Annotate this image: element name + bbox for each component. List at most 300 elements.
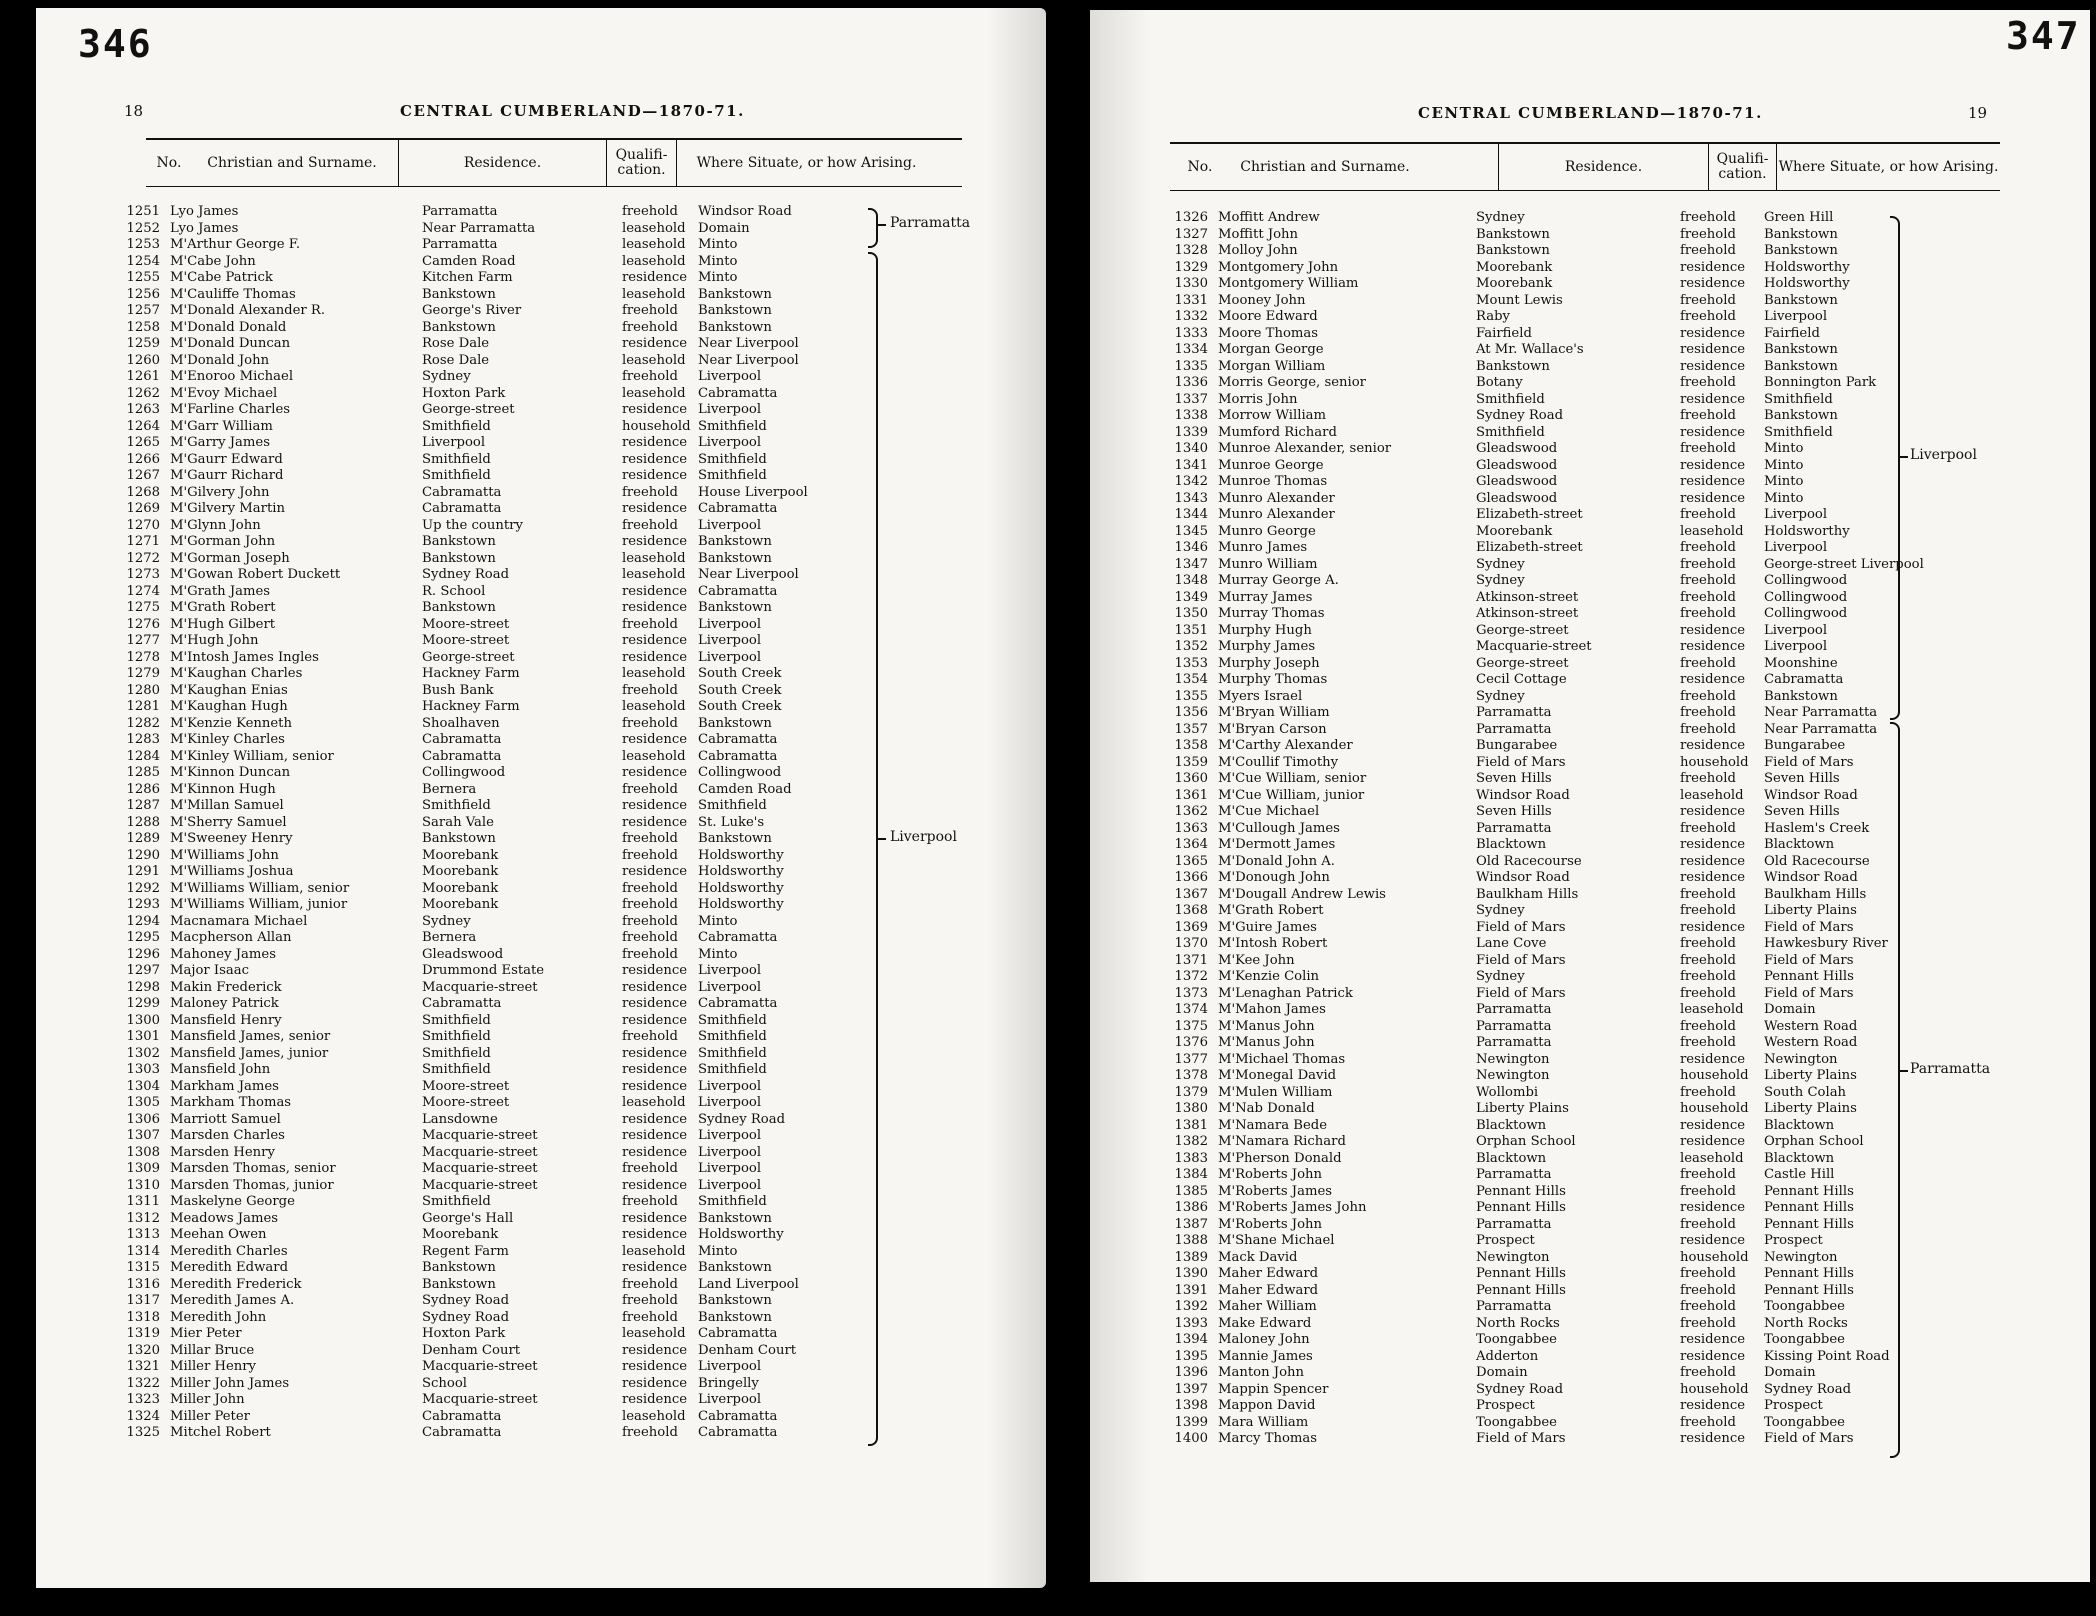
entry-residence: Bankstown (422, 1276, 496, 1292)
table-row (1150, 1200, 1970, 1217)
entry-residence: Collingwood (422, 765, 506, 780)
entry-residence: Lane Cove (1476, 936, 1547, 951)
entry-number: 1359 (1174, 754, 1208, 770)
entry-qualification: residence (622, 649, 688, 665)
entry-number: 1368 (1174, 903, 1208, 918)
entry-residence: Bankstown (422, 319, 496, 335)
entry-where: Bankstown (698, 1309, 772, 1325)
table-row (100, 1013, 900, 1030)
entry-name: Mara William (1218, 1414, 1309, 1430)
entry-residence: Sydney (422, 369, 471, 384)
entry-number: 1314 (126, 1243, 160, 1259)
entry-name: Moffitt Andrew (1218, 210, 1320, 225)
table-row (100, 468, 900, 485)
table-row (1150, 1250, 1970, 1267)
entry-name: M'Mulen William (1218, 1084, 1333, 1100)
header-residence: Residence. (398, 140, 606, 186)
entry-name: Miller Peter (170, 1408, 250, 1424)
entry-number: 1389 (1174, 1249, 1208, 1265)
entry-where: Liverpool (698, 1392, 762, 1407)
entry-number: 1274 (126, 583, 160, 599)
entry-where: Liverpool (698, 402, 762, 417)
entry-residence: Toongabbee (1476, 1414, 1557, 1430)
page-number: 18 (124, 102, 144, 120)
table-row (100, 798, 900, 815)
entry-number: 1367 (1174, 886, 1208, 902)
entry-number: 1355 (1174, 688, 1208, 704)
entry-number: 1259 (126, 336, 160, 351)
entry-where: Hawkesbury River (1764, 936, 1888, 951)
table-row (1150, 1365, 1970, 1382)
entry-residence: Sydney (1476, 210, 1525, 225)
entry-qualification: leasehold (1680, 523, 1744, 539)
entry-name: Meredith Charles (170, 1243, 288, 1259)
entry-where: Camden Road (698, 781, 792, 797)
entry-residence: Gleadswood (1476, 457, 1558, 473)
entry-qualification: residence (1680, 1117, 1746, 1133)
entry-residence: Pennant Hills (1476, 1183, 1566, 1199)
entry-where: Holdsworthy (698, 864, 784, 879)
entry-number: 1291 (126, 864, 160, 879)
entry-residence: Prospect (1476, 1233, 1535, 1248)
table-row (100, 947, 900, 964)
entry-number: 1346 (1174, 540, 1208, 555)
entry-where: Bankstown (1764, 292, 1838, 308)
table-row (100, 1145, 900, 1162)
entry-name: M'Gaurr Edward (170, 451, 283, 467)
entry-qualification: freehold (1680, 1282, 1736, 1298)
entry-number: 1303 (126, 1062, 160, 1077)
entry-qualification: freehold (622, 847, 678, 863)
entry-residence: Macquarie-street (422, 1144, 538, 1160)
entry-qualification: freehold (1680, 375, 1736, 390)
entry-residence: Sarah Vale (422, 814, 494, 830)
table-header (1170, 142, 2000, 191)
entry-where: Cabramatta (1764, 672, 1844, 687)
entry-qualification: residence (1680, 1348, 1746, 1364)
entry-number: 1258 (126, 319, 160, 335)
entry-number: 1301 (126, 1029, 160, 1044)
entry-qualification: residence (1680, 837, 1746, 852)
table-row (1150, 656, 1970, 673)
entry-qualification: freehold (622, 369, 678, 384)
table-row (100, 683, 900, 700)
entry-qualification: freehold (1680, 886, 1736, 902)
table-row (1150, 590, 1970, 607)
entry-number: 1342 (1174, 474, 1208, 489)
entry-where: Holdsworthy (698, 847, 784, 863)
entry-name: M'Cabe John (170, 253, 256, 269)
entry-name: M'Garry James (170, 435, 271, 450)
entry-number: 1357 (1174, 721, 1208, 737)
table-row (100, 435, 900, 452)
entry-qualification: freehold (1680, 540, 1736, 555)
header-name: Christian and Surname. (1240, 158, 1410, 175)
table-row (100, 336, 900, 353)
entry-number: 1347 (1174, 556, 1208, 572)
entry-number: 1329 (1174, 259, 1208, 275)
header-name: Christian and Surname. (207, 154, 377, 171)
entry-where: South Creek (698, 699, 782, 714)
table-row (1150, 1431, 1970, 1448)
entry-qualification: leasehold (1680, 1150, 1744, 1166)
entry-residence: Lansdowne (422, 1111, 498, 1127)
entry-number: 1270 (126, 517, 160, 533)
entry-where: Domain (1764, 1365, 1816, 1380)
table-row (1150, 1233, 1970, 1250)
entry-qualification: leasehold (622, 550, 686, 566)
entry-name: M'Shane Michael (1218, 1233, 1335, 1248)
entry-name: Miller John (170, 1392, 245, 1407)
entry-number: 1305 (126, 1095, 160, 1110)
entry-residence: Macquarie-street (1476, 639, 1592, 654)
entry-number: 1380 (1174, 1101, 1208, 1116)
entry-name: Maloney John (1218, 1332, 1310, 1347)
table-row (1150, 293, 1970, 310)
entry-qualification: freehold (622, 1161, 678, 1176)
entry-residence: Moorebank (422, 847, 499, 863)
entry-name: Munro William (1218, 556, 1318, 572)
entry-qualification: freehold (1680, 309, 1736, 324)
entry-qualification: residence (622, 600, 688, 615)
entry-residence: Fairfield (1476, 325, 1532, 341)
entry-residence: Hackney Farm (422, 666, 520, 681)
entry-qualification: freehold (1680, 606, 1736, 621)
entry-where: Newington (1764, 1249, 1838, 1265)
entry-qualification: residence (1680, 639, 1746, 654)
table-row (100, 353, 900, 370)
table-row (100, 666, 900, 683)
entry-number: 1364 (1174, 837, 1208, 852)
entry-where: Cabramatta (698, 583, 778, 599)
entry-number: 1318 (126, 1309, 160, 1325)
entry-residence: Bankstown (1476, 226, 1550, 242)
entry-number: 1378 (1174, 1068, 1208, 1083)
entry-qualification: freehold (1680, 985, 1736, 1001)
table-row (1150, 458, 1970, 475)
entry-where: Blacktown (1764, 1150, 1835, 1166)
entry-qualification: freehold (622, 1276, 678, 1292)
entry-number: 1255 (126, 270, 160, 285)
entry-qualification: freehold (1680, 556, 1736, 572)
entry-residence: Camden Road (422, 253, 516, 269)
entry-residence: Moorebank (422, 880, 499, 896)
entry-number: 1300 (126, 1012, 160, 1028)
entry-residence: Bernera (422, 930, 477, 945)
entry-where: Minto (1764, 474, 1804, 489)
entry-name: Makin Frederick (170, 979, 282, 995)
entry-number: 1382 (1174, 1134, 1208, 1149)
entry-where: Pennant Hills (1764, 1266, 1854, 1281)
entry-qualification: residence (1680, 457, 1746, 473)
entry-name: Mansfield James, senior (170, 1029, 331, 1044)
table-row (100, 1343, 900, 1360)
entry-qualification: leasehold (622, 385, 686, 401)
entry-name: M'Cue William, junior (1218, 787, 1365, 803)
table-row (1150, 722, 1970, 739)
entry-where: Field of Mars (1764, 952, 1854, 968)
table-row (1150, 788, 1970, 805)
table-row (1150, 1184, 1970, 1201)
entry-number: 1337 (1174, 391, 1208, 407)
entry-residence: Bankstown (422, 831, 496, 846)
entry-qualification: freehold (1680, 243, 1736, 258)
entry-residence: Gleadswood (1476, 474, 1558, 489)
entry-number: 1289 (126, 831, 160, 846)
entry-residence: Denham Court (422, 1342, 521, 1358)
table-row (100, 1326, 900, 1343)
entry-name: Lyo James (170, 220, 239, 236)
entry-qualification: residence (1680, 1233, 1746, 1248)
entry-name: M'Grath Robert (170, 600, 276, 615)
entry-name: M'Intosh Robert (1218, 936, 1328, 951)
entry-where: Newington (1764, 1051, 1838, 1067)
entry-name: Montgomery John (1218, 259, 1339, 275)
entry-qualification: leasehold (622, 748, 686, 764)
entry-residence: Parramatta (1476, 1216, 1552, 1232)
entry-residence: Moorebank (1476, 523, 1553, 539)
entry-qualification: residence (622, 468, 688, 483)
entry-residence: Raby (1476, 309, 1510, 324)
entry-number: 1377 (1174, 1051, 1208, 1067)
entry-name: Meehan Owen (170, 1227, 267, 1242)
entry-residence: Parramatta (1476, 721, 1552, 737)
entry-qualification: household (1680, 1068, 1749, 1083)
entry-residence: Bankstown (422, 534, 496, 549)
entry-qualification: freehold (622, 682, 678, 698)
table-row (1150, 1068, 1970, 1085)
entry-number: 1321 (126, 1359, 160, 1374)
entry-where: Smithfield (1764, 391, 1833, 407)
register-list (1150, 210, 1970, 1448)
table-row (100, 1260, 900, 1277)
entry-qualification: residence (622, 1359, 688, 1374)
entry-residence: Domain (1476, 1365, 1528, 1380)
table-row (100, 1392, 900, 1409)
entry-where: Blacktown (1764, 837, 1835, 852)
entry-where: George-street Liverpool (1764, 556, 1924, 572)
entry-where: Collingwood (1764, 589, 1848, 605)
entry-where: Minto (1764, 441, 1804, 456)
entry-number: 1284 (126, 748, 160, 764)
entry-qualification: freehold (1680, 1018, 1736, 1034)
entry-number: 1285 (126, 765, 160, 780)
entry-qualification: freehold (622, 715, 678, 731)
table-row (100, 765, 900, 782)
table-row (100, 1227, 900, 1244)
entry-residence: Mount Lewis (1476, 292, 1563, 308)
entry-where: Liverpool (1764, 309, 1828, 324)
entry-number: 1262 (126, 385, 160, 401)
table-row (1150, 1415, 1970, 1432)
entry-qualification: residence (1680, 919, 1746, 935)
table-row (1150, 1019, 1970, 1036)
entry-where: Holdsworthy (698, 1227, 784, 1242)
table-row (1150, 243, 1970, 260)
entry-qualification: freehold (622, 946, 678, 962)
entry-name: M'Dougall Andrew Lewis (1218, 886, 1386, 902)
entry-residence: Sydney (1476, 688, 1525, 704)
table-row (100, 1062, 900, 1079)
table-row (1150, 392, 1970, 409)
entry-residence: Moorebank (422, 864, 499, 879)
table-row (100, 1425, 900, 1442)
table-row (1150, 573, 1970, 590)
entry-qualification: freehold (1680, 688, 1736, 704)
entry-qualification: household (1680, 1249, 1749, 1265)
entry-residence: Elizabeth-street (1476, 507, 1583, 522)
entry-number: 1273 (126, 567, 160, 582)
entry-where: Cabramatta (698, 996, 778, 1011)
entry-residence: Smithfield (422, 468, 491, 483)
entry-qualification: residence (622, 270, 688, 285)
entry-number: 1334 (1174, 342, 1208, 357)
entry-number: 1361 (1174, 787, 1208, 803)
entry-residence: Hoxton Park (422, 1326, 506, 1341)
entry-number: 1266 (126, 451, 160, 467)
table-row (1150, 1002, 1970, 1019)
table-row (1150, 936, 1970, 953)
table-row (1150, 738, 1970, 755)
entry-residence: Gleadswood (1476, 441, 1558, 456)
table-row (100, 617, 900, 634)
entry-qualification: freehold (622, 930, 678, 945)
table-row (100, 402, 900, 419)
entry-name: Murphy Joseph (1218, 655, 1320, 671)
entry-residence: Parramatta (1476, 705, 1552, 720)
entry-qualification: residence (622, 1012, 688, 1028)
table-row (100, 303, 900, 320)
entry-name: Marsden Charles (170, 1128, 285, 1143)
entry-residence: George-street (422, 402, 515, 417)
entry-name: M'Kinley Charles (170, 732, 285, 747)
entry-qualification: residence (1680, 1134, 1746, 1149)
entry-where: Bungarabee (1764, 738, 1846, 753)
entry-residence: Bungarabee (1476, 738, 1558, 753)
entry-name: Murphy James (1218, 639, 1316, 654)
table-row (1150, 540, 1970, 557)
entry-number: 1280 (126, 682, 160, 698)
entry-name: Mappon David (1218, 1398, 1316, 1413)
entry-number: 1390 (1174, 1266, 1208, 1281)
entry-number: 1315 (126, 1260, 160, 1275)
left-page (36, 8, 1046, 1588)
table-row (100, 1359, 900, 1376)
entry-where: Pennant Hills (1764, 1216, 1854, 1232)
entry-qualification: residence (622, 732, 688, 747)
entry-qualification: freehold (1680, 969, 1736, 984)
entry-qualification: residence (622, 1342, 688, 1358)
entry-name: Myers Israel (1218, 688, 1303, 704)
table-row (1150, 672, 1970, 689)
entry-where: Liverpool (698, 616, 762, 632)
entry-name: Morgan William (1218, 358, 1326, 374)
table-row (1150, 837, 1970, 854)
entry-number: 1264 (126, 418, 160, 434)
entry-qualification: freehold (1680, 952, 1736, 968)
area-label: Liverpool (1910, 447, 1977, 463)
entry-name: Munro George (1218, 523, 1316, 539)
entry-where: Cabramatta (698, 501, 778, 516)
table-row (100, 204, 900, 221)
entry-qualification: residence (1680, 1200, 1746, 1215)
entry-where: Bankstown (698, 831, 772, 846)
entry-name: Murphy Hugh (1218, 622, 1312, 638)
entry-residence: Cabramatta (422, 501, 502, 516)
entry-where: Holdsworthy (1764, 259, 1850, 275)
entry-qualification: freehold (1680, 1084, 1736, 1100)
entry-number: 1307 (126, 1128, 160, 1143)
entry-where: Minto (698, 270, 738, 285)
entry-residence: Toongabbee (1476, 1332, 1557, 1347)
entry-residence: Parramatta (1476, 1167, 1552, 1182)
entry-name: Mansfield Henry (170, 1012, 282, 1028)
entry-number: 1360 (1174, 771, 1208, 786)
entry-number: 1272 (126, 550, 160, 566)
entry-number: 1261 (126, 369, 160, 384)
table-row (1150, 1316, 1970, 1333)
entry-qualification: leasehold (622, 286, 686, 302)
entry-qualification: freehold (622, 319, 678, 335)
table-row (1150, 705, 1970, 722)
header-residence: Residence. (1498, 144, 1708, 190)
entry-qualification: leasehold (622, 1326, 686, 1341)
entry-qualification: freehold (1680, 771, 1736, 786)
entry-where: Bringelly (698, 1375, 759, 1391)
entry-where: Cabramatta (698, 1326, 778, 1341)
entry-name: Maher Edward (1218, 1282, 1319, 1298)
bracket (868, 252, 878, 1446)
entry-qualification: residence (1680, 358, 1746, 374)
entry-qualification: residence (622, 583, 688, 599)
entry-residence: Sydney Road (1476, 408, 1564, 423)
entry-where: Bankstown (698, 286, 772, 302)
entry-where: Smithfield (698, 798, 767, 813)
entry-name: M'Evoy Michael (170, 385, 278, 401)
entry-number: 1379 (1174, 1084, 1208, 1100)
entry-number: 1356 (1174, 705, 1208, 720)
bracket (1890, 722, 1900, 1458)
entry-name: M'Coullif Timothy (1218, 754, 1339, 770)
entry-where: Old Racecourse (1764, 853, 1870, 869)
table-row (100, 914, 900, 931)
table-row (1150, 1332, 1970, 1349)
entry-where: South Creek (698, 682, 782, 698)
entry-residence: Cabramatta (422, 1425, 502, 1440)
entry-where: Field of Mars (1764, 919, 1854, 935)
table-row (100, 287, 900, 304)
entry-qualification: residence (622, 963, 688, 978)
entry-number: 1320 (126, 1342, 160, 1358)
entry-residence: Bankstown (1476, 243, 1550, 258)
entry-where: Pennant Hills (1764, 1282, 1854, 1298)
entry-number: 1396 (1174, 1365, 1208, 1380)
table-row (1150, 953, 1970, 970)
entry-where: Smithfield (698, 451, 767, 467)
entry-where: Land Liverpool (698, 1276, 799, 1292)
entry-name: Munroe Thomas (1218, 474, 1328, 489)
entry-number: 1383 (1174, 1150, 1208, 1166)
table-row (1150, 474, 1970, 491)
entry-number: 1319 (126, 1326, 160, 1341)
table-row (100, 1095, 900, 1112)
entry-name: Meredith Frederick (170, 1276, 302, 1292)
entry-qualification: residence (1680, 804, 1746, 819)
table-row (1150, 276, 1970, 293)
entry-where: Collingwood (1764, 573, 1848, 588)
entry-number: 1282 (126, 715, 160, 731)
entry-number: 1332 (1174, 309, 1208, 324)
